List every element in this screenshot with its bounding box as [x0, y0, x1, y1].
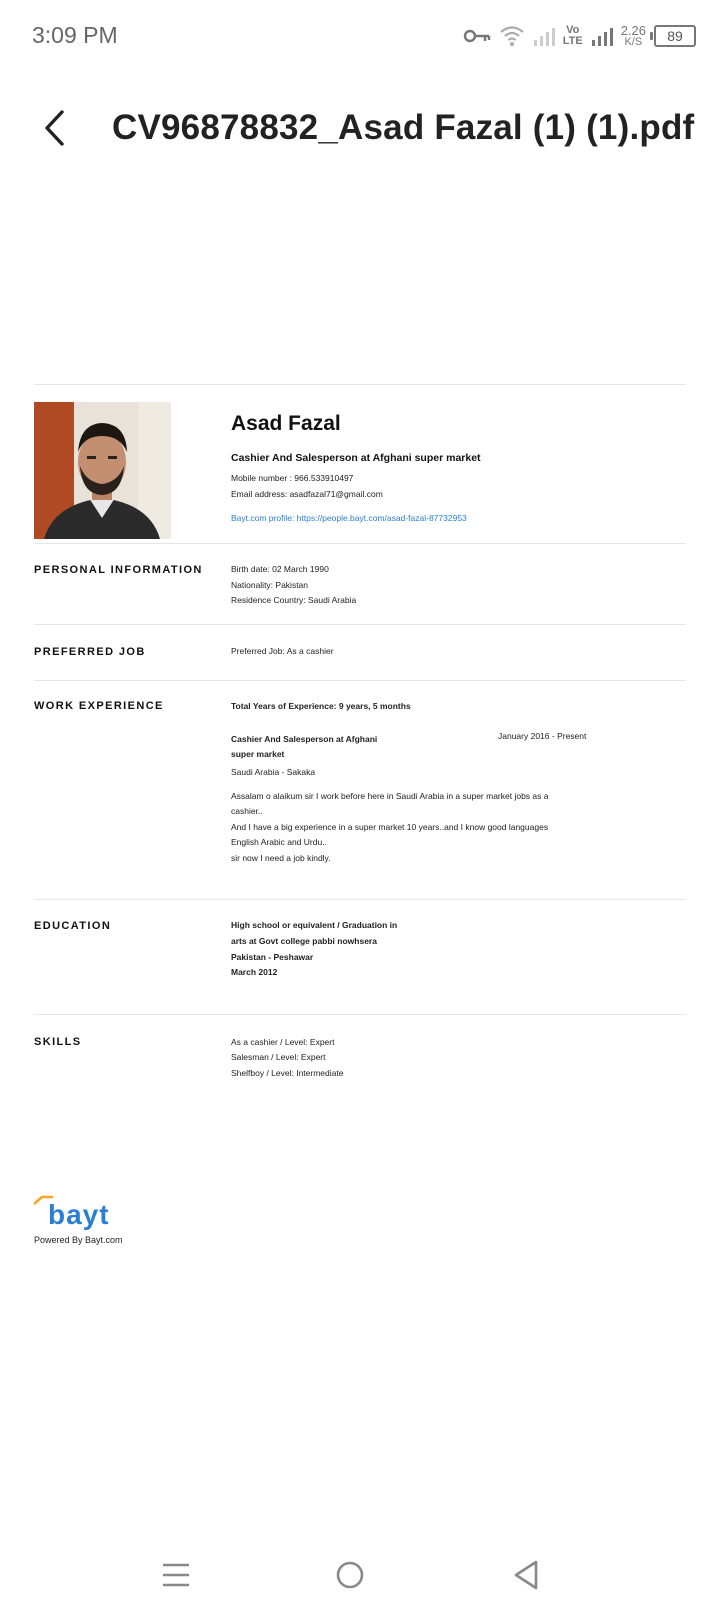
total-experience: Total Years of Experience: 9 years, 5 months: [231, 701, 411, 711]
section-label-skills: SKILLS: [34, 1036, 82, 1048]
role-description-3: And I have a big experience in a super market 10 years..and I know good languages: [231, 822, 549, 832]
education-line-4: March 2012: [231, 967, 278, 977]
divider: [34, 384, 686, 385]
home-circle-icon: [335, 1560, 365, 1590]
education-line-3: Pakistan - Peshawar: [231, 952, 314, 962]
divider: [34, 1014, 686, 1015]
bayt-logo-text: bayt: [48, 1199, 110, 1230]
role-description-1: Assalam o alaikum sir I work before here in Saudi Arabia in a super market jobs as a: [231, 791, 549, 801]
role-dates: January 2016 - Present: [498, 731, 587, 741]
divider: [34, 899, 686, 900]
residence-country: Residence Country: Saudi Arabia: [231, 595, 357, 605]
volte-top: Vo: [566, 24, 580, 36]
divider: [34, 543, 686, 544]
status-bar: [0, 0, 720, 72]
home-button[interactable]: [320, 1550, 380, 1600]
section-label-personal: PERSONAL INFORMATION: [34, 564, 203, 576]
status-icons: [463, 20, 696, 52]
divider: [34, 624, 686, 625]
recent-apps-button[interactable]: [146, 1550, 206, 1600]
preferred-job: Preferred Job: As a cashier: [231, 646, 334, 656]
skill-item: As a cashier / Level: Expert: [231, 1037, 335, 1047]
volte-bottom: LTE: [562, 35, 583, 47]
section-label-preferred: PREFERRED JOB: [34, 646, 146, 658]
status-time: 3:09 PM: [32, 22, 118, 48]
powered-by: Powered By Bayt.com: [34, 1235, 123, 1245]
speed-value: 2.26: [620, 23, 646, 38]
role-description-4: English Arabic and Urdu..: [231, 837, 327, 847]
candidate-name: Asad Fazal: [231, 412, 341, 435]
skill-item: Shelfboy / Level: Intermediate: [231, 1068, 344, 1078]
back-triangle-icon: [512, 1559, 540, 1591]
back-button[interactable]: [30, 102, 78, 154]
wifi-icon: [499, 25, 525, 47]
bayt-logo: [34, 1194, 144, 1234]
birth-date: Birth date: 02 March 1990: [231, 564, 329, 574]
nationality: Nationality: Pakistan: [231, 580, 309, 590]
section-label-work: WORK EXPERIENCE: [34, 700, 164, 712]
menu-icon: [161, 1561, 191, 1589]
email-address: Email address: asadfazal71@gmail.com: [231, 489, 383, 499]
role-title-line2: super market: [231, 749, 285, 759]
role-description-2: cashier..: [231, 806, 263, 816]
battery-indicator: 89: [654, 25, 696, 47]
role-description-5: sir now I need a job kindly.: [231, 853, 331, 863]
speed-unit: K/S: [624, 36, 643, 48]
document-title: CV96878832_Asad Fazal (1) (1).pdf: [112, 108, 695, 147]
skill-item: Salesman / Level: Expert: [231, 1052, 326, 1062]
role-location: Saudi Arabia - Sakaka: [231, 767, 316, 777]
signal-sim2-icon: [591, 26, 613, 46]
back-nav-button[interactable]: [496, 1550, 556, 1600]
mobile-number: Mobile number : 966.533910497: [231, 473, 354, 483]
signal-sim1-icon: [533, 26, 555, 46]
section-label-education: EDUCATION: [34, 920, 112, 932]
candidate-headline: Cashier And Salesperson at Afghani super market: [231, 452, 481, 464]
divider: [34, 680, 686, 681]
top-app-bar: [0, 88, 720, 168]
education-line-2: arts at Govt college pabbi nowhsera: [231, 936, 377, 946]
profile-photo: [34, 402, 171, 539]
role-title-line1: Cashier And Salesperson at Afghani: [231, 734, 378, 744]
network-speed: [621, 24, 646, 48]
volte-indicator: [563, 25, 583, 47]
profile-link[interactable]: Bayt.com profile: https://people.bayt.com/asad-fazal-87732953: [231, 513, 467, 523]
system-nav-bar: [0, 1540, 720, 1612]
back-arrow-icon: [42, 109, 66, 147]
education-line-1: High school or equivalent / Graduation in: [231, 920, 398, 930]
vpn-key-icon: [463, 27, 491, 45]
